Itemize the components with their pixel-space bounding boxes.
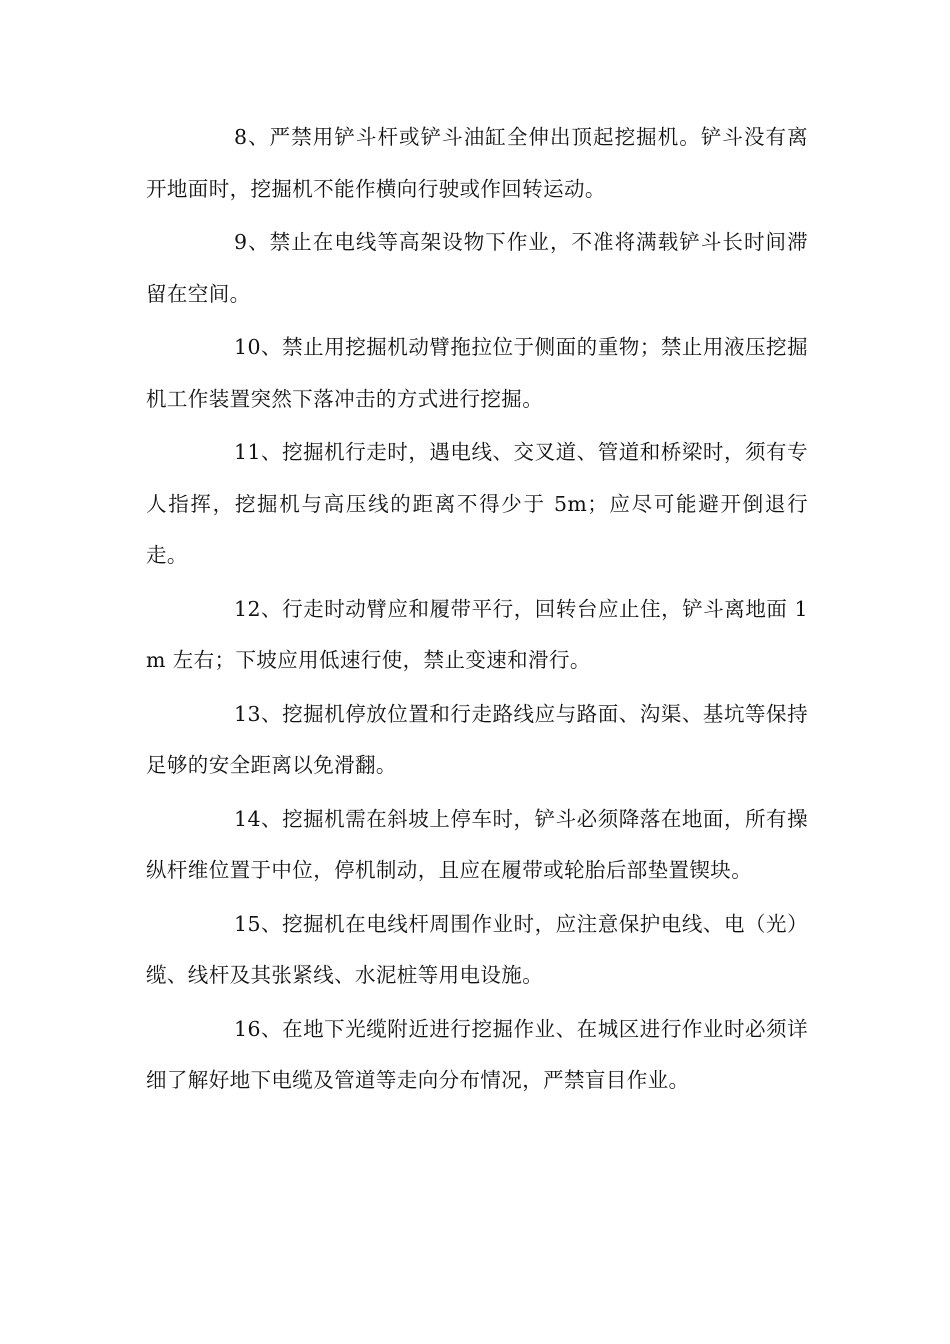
paragraph-item-10: 10、禁止用挖掘机动臂拖拉位于侧面的重物；禁止用液压挖掘机工作装置突然下落冲击的方式进行挖掘。 bbox=[146, 335, 808, 411]
paragraph-item-14: 14、挖掘机需在斜坡上停车时，铲斗必须降落在地面，所有操纵杆维位置于中位，停机制动，且应在履带或轮胎后部垫置锲块。 bbox=[146, 806, 808, 882]
paragraph-item-12: 12、行走时动臂应和履带平行，回转台应止住，铲斗离地面 1m 左右；下坡应用低速行使，禁止变速和滑行。 bbox=[146, 596, 808, 672]
paragraph-item-8: 8、严禁用铲斗杆或铲斗油缸全伸出顶起挖掘机。铲斗没有离开地面时，挖掘机不能作横向行驶或作回转运动。 bbox=[146, 125, 808, 201]
document-body bbox=[146, 112, 808, 1109]
paragraph-item-11: 11、挖掘机行走时，遇电线、交叉道、管道和桥梁时，须有专人指挥，挖掘机与高压线的距离不得少于 5m；应尽可能避开倒退行走。 bbox=[146, 440, 808, 567]
paragraph-item-9: 9、禁止在电线等高架设物下作业，不准将满载铲斗长时间滞留在空间。 bbox=[146, 230, 808, 306]
paragraph-item-16: 16、在地下光缆附近进行挖掘作业、在城区进行作业时必须详细了解好地下电缆及管道等走向分布情况，严禁盲目作业。 bbox=[146, 1016, 808, 1092]
paragraph-item-13: 13、挖掘机停放位置和行走路线应与路面、沟渠、基坑等保持足够的安全距离以免滑翻。 bbox=[146, 701, 808, 777]
paragraph-item-15: 15、挖掘机在电线杆周围作业时，应注意保护电线、电（光）缆、线杆及其张紧线、水泥桩等用电设施。 bbox=[146, 911, 808, 987]
